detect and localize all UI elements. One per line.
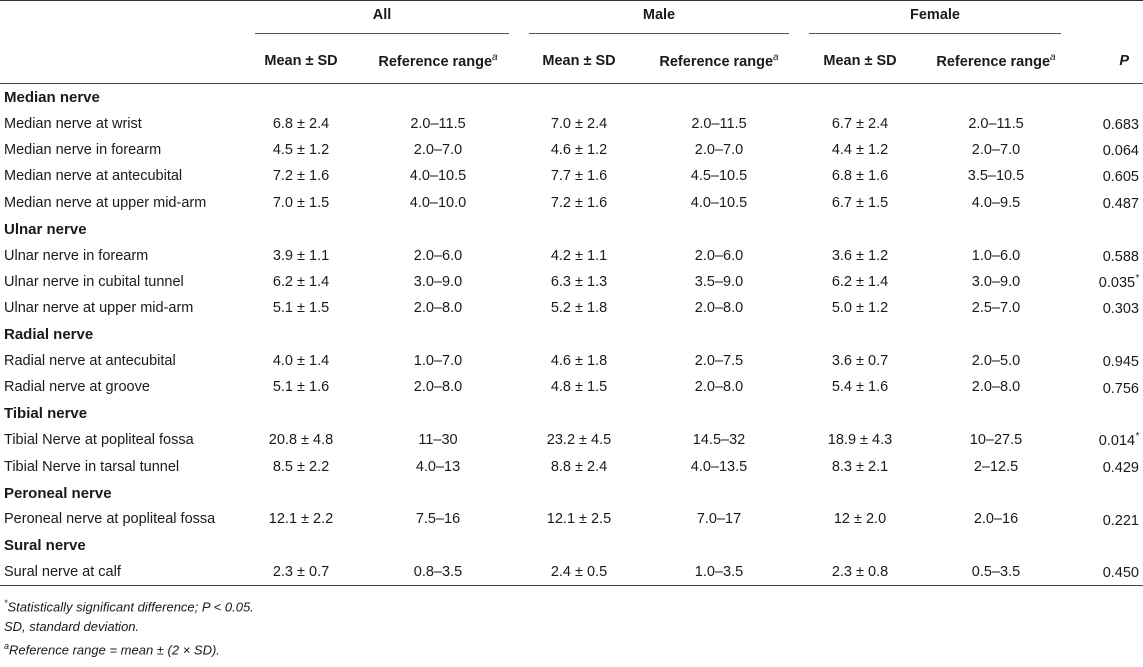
cell-all-mean: 6.2 ± 1.4	[272, 273, 330, 290]
cell-male-range: 4.5–10.5	[690, 168, 748, 185]
row-label: Tibial Nerve in tarsal tunnel	[4, 458, 180, 475]
cell-female-range: 3.5–10.5	[967, 168, 1025, 185]
cell-female-range: 2.0–7.0	[971, 141, 1021, 158]
cell-p-value	[1071, 374, 1143, 400]
cell-female-range: 2.0–16	[973, 511, 1019, 528]
cell-male-mean: 7.2 ± 1.6	[550, 194, 608, 211]
table-row	[0, 427, 1143, 453]
table-row	[0, 110, 1143, 136]
section-title: Peroneal nerve	[4, 484, 112, 502]
significance-mark: *	[1135, 431, 1139, 443]
cell-all-range: 1.0–7.0	[413, 353, 463, 370]
cell-p-value	[1071, 269, 1143, 295]
cell-female-range: 0.5–3.5	[921, 559, 1071, 586]
cell-female-range: 2.0–8.0	[971, 379, 1021, 396]
cell-female-mean: 5.0 ± 1.2	[831, 300, 889, 317]
table-row	[0, 190, 1143, 216]
cell-male-range: 2.0–11.5	[691, 115, 747, 132]
cell-all-range: 2.0–11.5	[410, 115, 466, 132]
row-label: Ulnar nerve in forearm	[4, 247, 149, 264]
cell-female-mean: 12 ± 2.0	[833, 511, 887, 528]
cell-all-mean: 8.5 ± 2.2	[272, 458, 330, 475]
cell-p-value	[1071, 559, 1143, 586]
cell-p-value	[1071, 295, 1143, 321]
cell-male-mean: 12.1 ± 2.5	[546, 511, 612, 528]
group-header-row	[0, 1, 1143, 39]
cell-male-range: 2.0–8.0	[694, 379, 744, 396]
row-label: Ulnar nerve in cubital tunnel	[4, 273, 184, 290]
cell-all-mean: 20.8 ± 4.8	[268, 432, 334, 449]
row-label: Median nerve at upper mid-arm	[4, 194, 207, 211]
cell-male-mean: 4.2 ± 1.1	[550, 247, 608, 264]
cell-all-mean: 7.2 ± 1.6	[272, 168, 330, 185]
table-row	[0, 163, 1143, 189]
cell-p-value	[1071, 348, 1143, 374]
cell-female-mean: 8.3 ± 2.1	[831, 458, 889, 475]
p-value-text: 0.487	[1102, 195, 1139, 212]
cell-all-range: 4.0–10.5	[409, 168, 467, 185]
cell-all-range: 3.0–9.0	[413, 273, 463, 290]
row-label: Tibial Nerve at popliteal fossa	[4, 432, 194, 449]
cell-all-mean: 5.1 ± 1.5	[272, 300, 330, 317]
group-header-all: All	[245, 1, 519, 39]
cell-all-mean: 3.9 ± 1.1	[272, 247, 330, 264]
cell-male-mean: 7.0 ± 2.4	[550, 115, 608, 132]
cell-male-mean: 4.6 ± 1.2	[550, 141, 608, 158]
cell-male-range: 3.5–9.0	[694, 273, 744, 290]
cell-male-range: 2.0–6.0	[694, 247, 744, 264]
section-title: Median nerve	[4, 88, 100, 106]
cell-female-range: 10–27.5	[969, 432, 1023, 449]
cell-male-range: 2.0–7.5	[694, 353, 744, 370]
cell-p-value	[1071, 163, 1143, 189]
p-value-text: 0.605	[1102, 169, 1139, 186]
col-header-range: Reference range$^a$	[921, 39, 1071, 84]
cell-female-mean: 18.9 ± 4.3	[827, 432, 893, 449]
cell-male-mean: 4.8 ± 1.5	[550, 379, 608, 396]
section-title: Tibial nerve	[4, 405, 88, 423]
p-value-text: 0.035	[1098, 274, 1136, 291]
cell-male-range: 14.5–32	[692, 432, 746, 449]
p-value-text: 0.756	[1102, 380, 1139, 397]
cell-male-range: 1.0–3.5	[639, 559, 799, 586]
p-value-text: 0.450	[1102, 565, 1139, 582]
cell-all-range: 11–30	[418, 432, 458, 449]
cell-male-mean: 7.7 ± 1.6	[550, 168, 608, 185]
cell-all-range: 2.0–8.0	[413, 379, 463, 396]
footnotes	[0, 586, 1143, 659]
cell-all-mean: 2.3 ± 0.7	[245, 559, 357, 586]
cell-female-mean: 6.7 ± 1.5	[831, 194, 889, 211]
row-label: Median nerve in forearm	[4, 141, 162, 158]
col-header-range: Reference range$^a$	[639, 39, 799, 84]
significance-mark: *	[1135, 273, 1139, 285]
row-label: Radial nerve at groove	[4, 379, 150, 396]
table-row	[0, 269, 1143, 295]
section-header-row	[0, 216, 1143, 242]
cell-male-mean: 2.4 ± 0.5	[519, 559, 639, 586]
row-label: Median nerve at wrist	[4, 115, 142, 132]
column-header-row	[0, 39, 1143, 84]
cell-p-value	[1071, 110, 1143, 136]
cell-all-mean: 4.5 ± 1.2	[272, 141, 330, 158]
cell-all-range: 0.8–3.5	[357, 559, 519, 586]
cell-female-mean: 6.7 ± 2.4	[831, 115, 889, 132]
p-value-text: 0.683	[1102, 116, 1139, 133]
cell-male-mean: 23.2 ± 4.5	[546, 432, 612, 449]
p-value-text: 0.429	[1102, 459, 1139, 476]
table-row	[0, 453, 1143, 479]
row-label: Sural nerve at calf	[0, 559, 245, 586]
cell-male-range: 2.0–7.0	[694, 141, 744, 158]
cell-male-range: 4.0–13.5	[690, 458, 748, 475]
cell-all-mean: 5.1 ± 1.6	[272, 379, 330, 396]
row-label: Peroneal nerve at popliteal fossa	[4, 511, 216, 528]
cell-male-range: 2.0–8.0	[694, 300, 744, 317]
section-header-row	[0, 84, 1143, 111]
col-header-mean: Mean ± SD	[245, 39, 357, 84]
row-label: Median nerve at antecubital	[4, 168, 183, 185]
p-value-text: 0.945	[1102, 354, 1139, 371]
cell-all-range: 4.0–13	[415, 458, 461, 475]
cell-p-value	[1071, 453, 1143, 479]
cell-female-mean: 2.3 ± 0.8	[799, 559, 921, 586]
section-title: Ulnar nerve	[4, 220, 87, 238]
cell-female-range: 2.0–5.0	[971, 353, 1021, 370]
row-label: Radial nerve at antecubital	[4, 353, 176, 370]
cell-female-mean: 3.6 ± 1.2	[831, 247, 889, 264]
cell-female-mean: 6.8 ± 1.6	[831, 168, 889, 185]
cell-all-range: 2.0–6.0	[413, 247, 463, 264]
col-header-mean: Mean ± SD	[519, 39, 639, 84]
section-header-row	[0, 533, 1143, 559]
col-header-mean: Mean ± SD	[799, 39, 921, 84]
cell-female-range: 2.5–7.0	[971, 300, 1021, 317]
cell-p-value	[1071, 242, 1143, 268]
cell-female-range: 2.0–11.5	[968, 115, 1024, 132]
p-value-text: 0.064	[1102, 142, 1139, 159]
cell-male-mean: 8.8 ± 2.4	[550, 458, 608, 475]
section-header-row	[0, 401, 1143, 427]
cell-p-value	[1071, 506, 1143, 532]
cell-all-range: 7.5–16	[415, 511, 461, 528]
cell-all-range: 4.0–10.0	[409, 194, 467, 211]
table-row	[0, 348, 1143, 374]
table-row	[0, 242, 1143, 268]
cell-all-mean: 7.0 ± 1.5	[272, 194, 330, 211]
table-row	[0, 374, 1143, 400]
row-label: Ulnar nerve at upper mid-arm	[4, 300, 194, 317]
footnote-reference-range: $^a$Reference range = mean ± (2 × SD).	[4, 640, 220, 658]
section-title: Sural nerve	[4, 537, 86, 555]
col-header-p: P	[1071, 39, 1143, 84]
section-title: Radial nerve	[4, 326, 94, 344]
cell-female-range: 1.0–6.0	[971, 247, 1021, 264]
cell-female-mean: 4.4 ± 1.2	[831, 141, 889, 158]
p-value-text: 0.588	[1102, 248, 1139, 265]
cell-female-mean: 3.6 ± 0.7	[831, 353, 889, 370]
cell-p-value	[1071, 427, 1143, 453]
col-header-range: Reference range$^a$	[357, 39, 519, 84]
cell-male-mean: 4.6 ± 1.8	[550, 353, 608, 370]
section-header-row	[0, 480, 1143, 506]
cell-all-range: 2.0–7.0	[413, 141, 463, 158]
cell-female-mean: 5.4 ± 1.6	[831, 379, 889, 396]
cell-all-mean: 4.0 ± 1.4	[272, 353, 330, 370]
cell-p-value	[1071, 137, 1143, 163]
cell-all-mean: 6.8 ± 2.4	[272, 115, 330, 132]
table-row	[0, 295, 1143, 321]
cell-female-range: 4.0–9.5	[971, 194, 1021, 211]
cell-male-mean: 5.2 ± 1.8	[550, 300, 608, 317]
cell-p-value	[1071, 190, 1143, 216]
cell-male-mean: 6.3 ± 1.3	[550, 273, 608, 290]
cell-male-range: 4.0–10.5	[690, 194, 748, 211]
group-header-male: Male	[519, 1, 799, 39]
cell-female-mean: 6.2 ± 1.4	[831, 273, 889, 290]
p-value-text: 0.221	[1102, 512, 1139, 529]
p-value-text: 0.303	[1102, 301, 1139, 318]
table-row	[0, 506, 1143, 532]
footnote-significance: *Statistically significant difference; P < 0.05.	[4, 598, 254, 615]
cell-female-range: 2–12.5	[973, 458, 1019, 475]
table-row	[0, 137, 1143, 163]
table-body	[0, 84, 1143, 586]
p-value-text: 0.014	[1098, 433, 1136, 450]
cell-female-range: 3.0–9.0	[971, 273, 1021, 290]
cell-all-mean: 12.1 ± 2.2	[268, 511, 334, 528]
footnote-sd: SD, standard deviation.	[4, 619, 140, 635]
cell-male-range: 7.0–17	[696, 511, 742, 528]
section-header-row	[0, 322, 1143, 348]
group-header-female: Female	[799, 1, 1071, 39]
cell-all-range: 2.0–8.0	[413, 300, 463, 317]
table-row	[0, 559, 1143, 586]
